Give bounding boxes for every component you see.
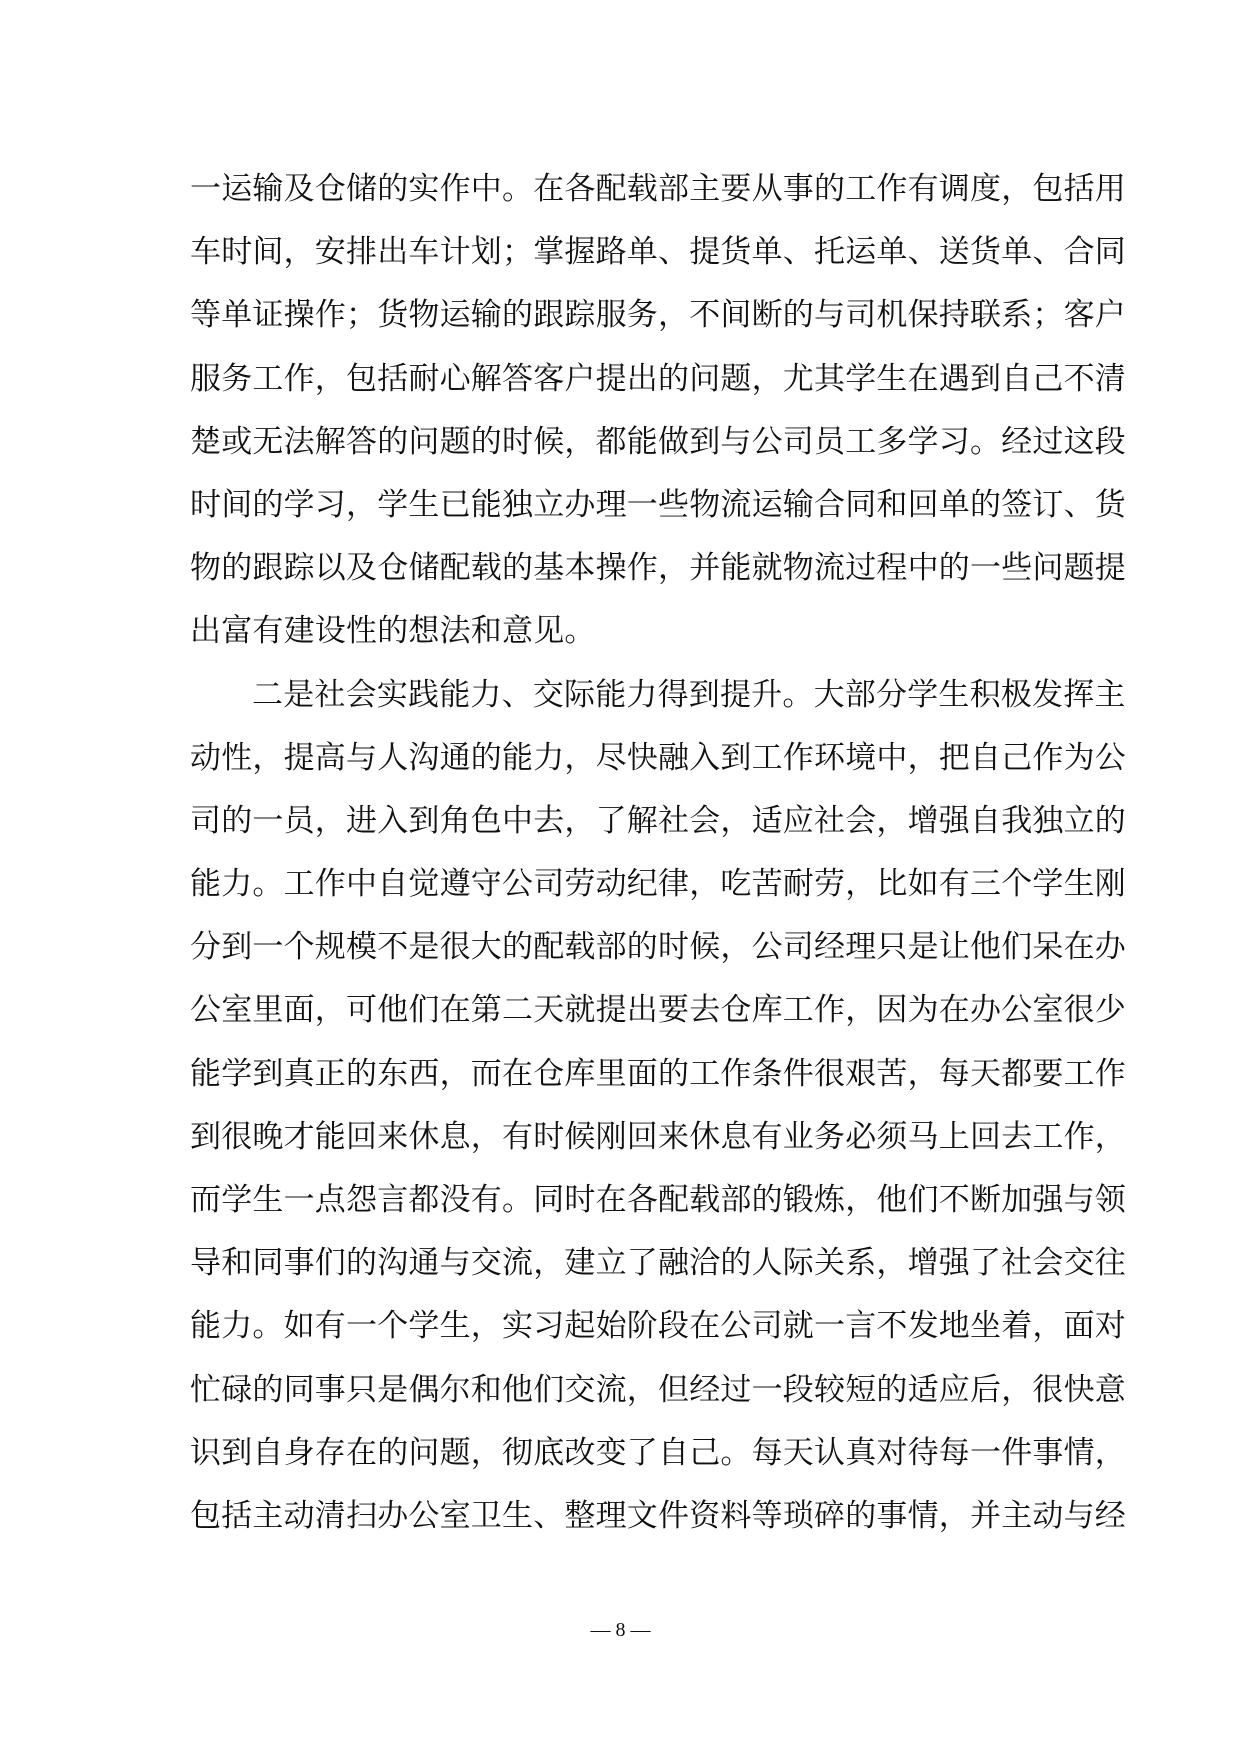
- text-line: 服务工作，包括耐心解答客户提出的问题，尤其学生在遇到自己不清: [190, 360, 1126, 397]
- text-line: 物的跟踪以及仓储配载的基本操作，并能就物流过程中的一些问题提: [190, 550, 1126, 587]
- text-line: 楚或无法解答的问题的时候，都能做到与公司员工多学习。经过这段: [190, 423, 1126, 460]
- text-line: 到很晚才能回来休息，有时候刚回来休息有业务必须马上回去工作，: [190, 1118, 1126, 1155]
- text-line: 包括主动清扫办公室卫生、整理文件资料等琐碎的事情，并主动与经: [190, 1497, 1126, 1534]
- page-number: — 8 —: [590, 1619, 651, 1641]
- text-line: 能学到真正的东西，而在仓库里面的工作条件很艰苦，每天都要工作: [190, 1055, 1126, 1092]
- text-line: 分到一个规模不是很大的配载部的时候，公司经理只是让他们呆在办: [190, 929, 1126, 966]
- text-line: 导和同事们的沟通与交流，建立了融洽的人际关系，增强了社会交往: [190, 1245, 1126, 1282]
- body-text: [190, 158, 1126, 1548]
- text-line: 公室里面，可他们在第二天就提出要去仓库工作，因为在办公室很少: [190, 992, 1126, 1029]
- text-line: 忙碌的同事只是偶尔和他们交流，但经过一段较短的适应后，很快意: [190, 1371, 1126, 1408]
- text-line: 时间的学习，学生已能独立办理一些物流运输合同和回单的签订、货: [190, 486, 1126, 523]
- text-line: 车时间，安排出车计划；掌握路单、提货单、托运单、送货单、合同: [190, 234, 1126, 271]
- text-line: 能力。工作中自觉遵守公司劳动纪律，吃苦耐劳，比如有三个学生刚: [190, 866, 1126, 903]
- text-line: 能力。如有一个学生，实习起始阶段在公司就一言不发地坐着，面对: [190, 1308, 1126, 1345]
- text-line: 动性，提高与人沟通的能力，尽快融入到工作环境中，把自己作为公: [190, 739, 1126, 776]
- text-line: 司的一员，进入到角色中去，了解社会，适应社会，增强自我独立的: [190, 802, 1126, 839]
- text-line: 而学生一点怨言都没有。同时在各配载部的锻炼，他们不断加强与领: [190, 1182, 1126, 1218]
- text-line: 出富有建设性的想法和意见。: [190, 613, 596, 650]
- text-line: 识到自身存在的问题，彻底改变了自己。每天认真对待每一件事情，: [190, 1434, 1126, 1471]
- text-line: 等单证操作；货物运输的跟踪服务，不间断的与司机保持联系；客户: [190, 297, 1126, 334]
- text-line: 一运输及仓储的实作中。在各配载部主要从事的工作有调度，包括用: [190, 171, 1126, 207]
- paragraph-start-line: 二是社会实践能力、交际能力得到提升。大部分学生积极发挥主: [252, 676, 1126, 713]
